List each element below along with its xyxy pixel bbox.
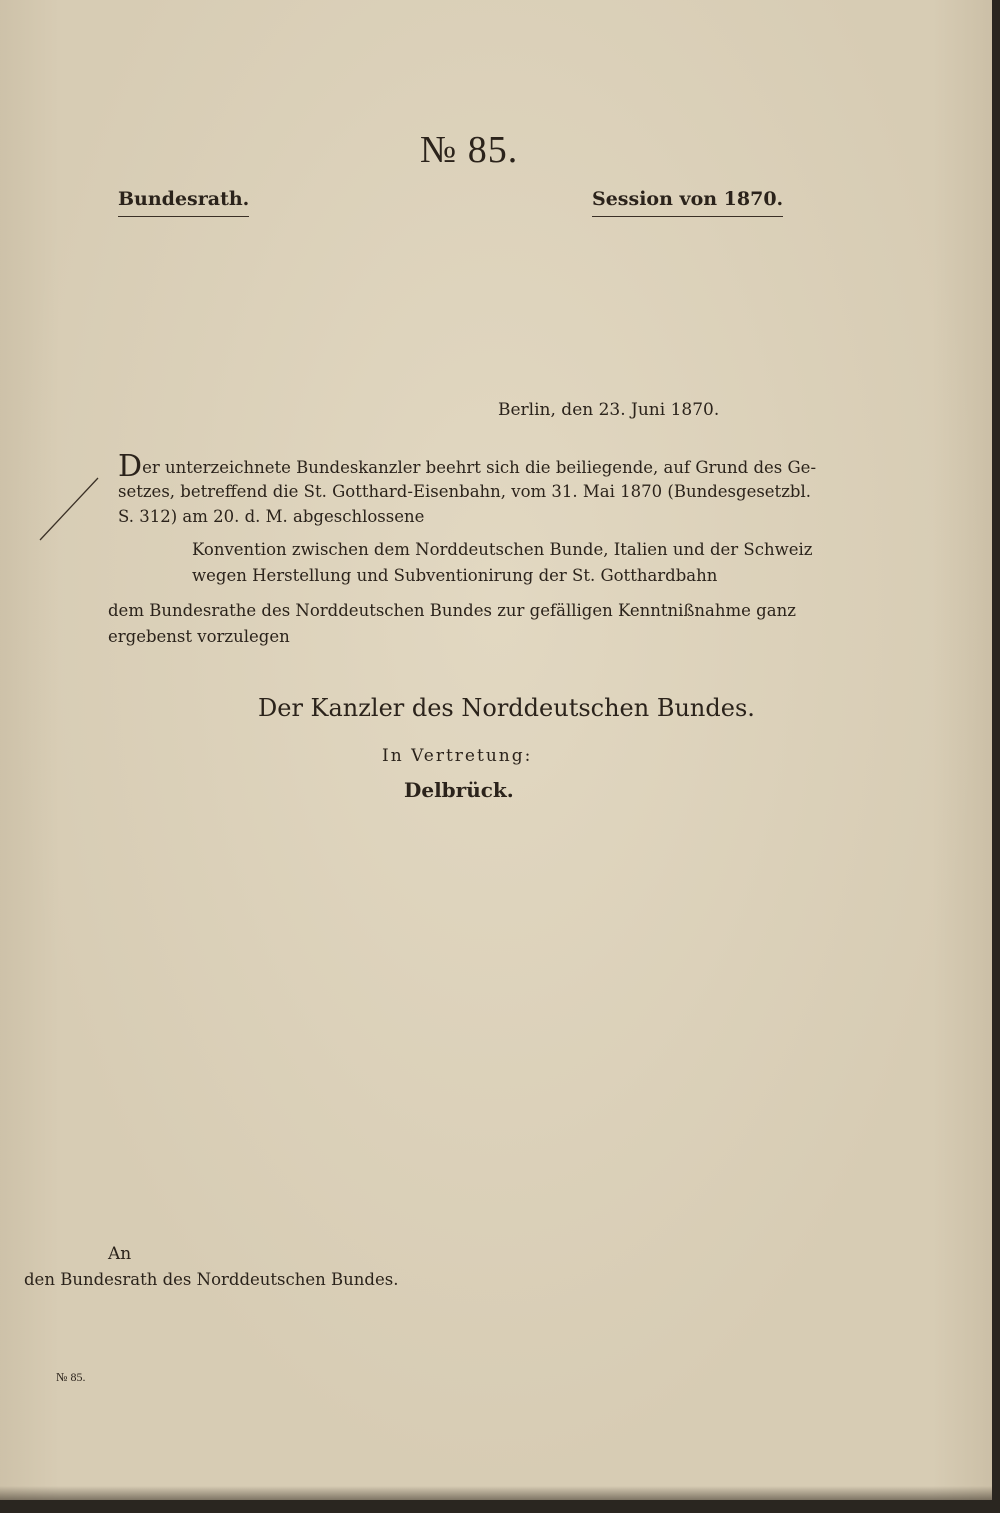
- letter-line-1: [118, 449, 817, 484]
- letter-line-6: dem Bundesrathe des Norddeutschen Bundes zur gefälligen Kenntnißnahme ganz: [108, 601, 796, 620]
- recipient-line: den Bundesrath des Norddeutschen Bundes.: [24, 1270, 399, 1289]
- footer-number: № 85.: [56, 1370, 86, 1384]
- session-label: Session von 1870.: [592, 188, 783, 217]
- margin-pencil-stroke: [36, 474, 106, 544]
- letter-line-1-text: er unterzeichnete Bundeskanzler beehrt sich die beiliegende, auf Grund des Ge-: [142, 458, 817, 477]
- letter-line-5: wegen Herstellung und Subventionirung der St. Gotthardbahn: [192, 566, 718, 585]
- signature-name: Delbrück.: [404, 778, 514, 802]
- document-number: № 85.: [420, 129, 519, 171]
- issuing-body-label: Bundesrath.: [118, 188, 249, 217]
- signature-title: Der Kanzler des Norddeutschen Bundes.: [258, 694, 755, 722]
- letter-line-4: Konvention zwischen dem Norddeutschen Bunde, Italien und der Schweiz: [192, 540, 813, 559]
- place-date: Berlin, den 23. Juni 1870.: [498, 400, 720, 420]
- drop-initial: D: [118, 449, 143, 484]
- recipient-prefix: An: [108, 1244, 132, 1264]
- letter-line-7: ergebenst vorzulegen: [108, 627, 290, 646]
- letter-line-2: setzes, betreffend die St. Gotthard-Eisenbahn, vom 31. Mai 1870 (Bundesgesetzbl.: [118, 482, 811, 501]
- letter-line-3: S. 312) am 20. d. M. abgeschlossene: [118, 507, 425, 526]
- signature-representation: In Vertretung:: [382, 746, 533, 766]
